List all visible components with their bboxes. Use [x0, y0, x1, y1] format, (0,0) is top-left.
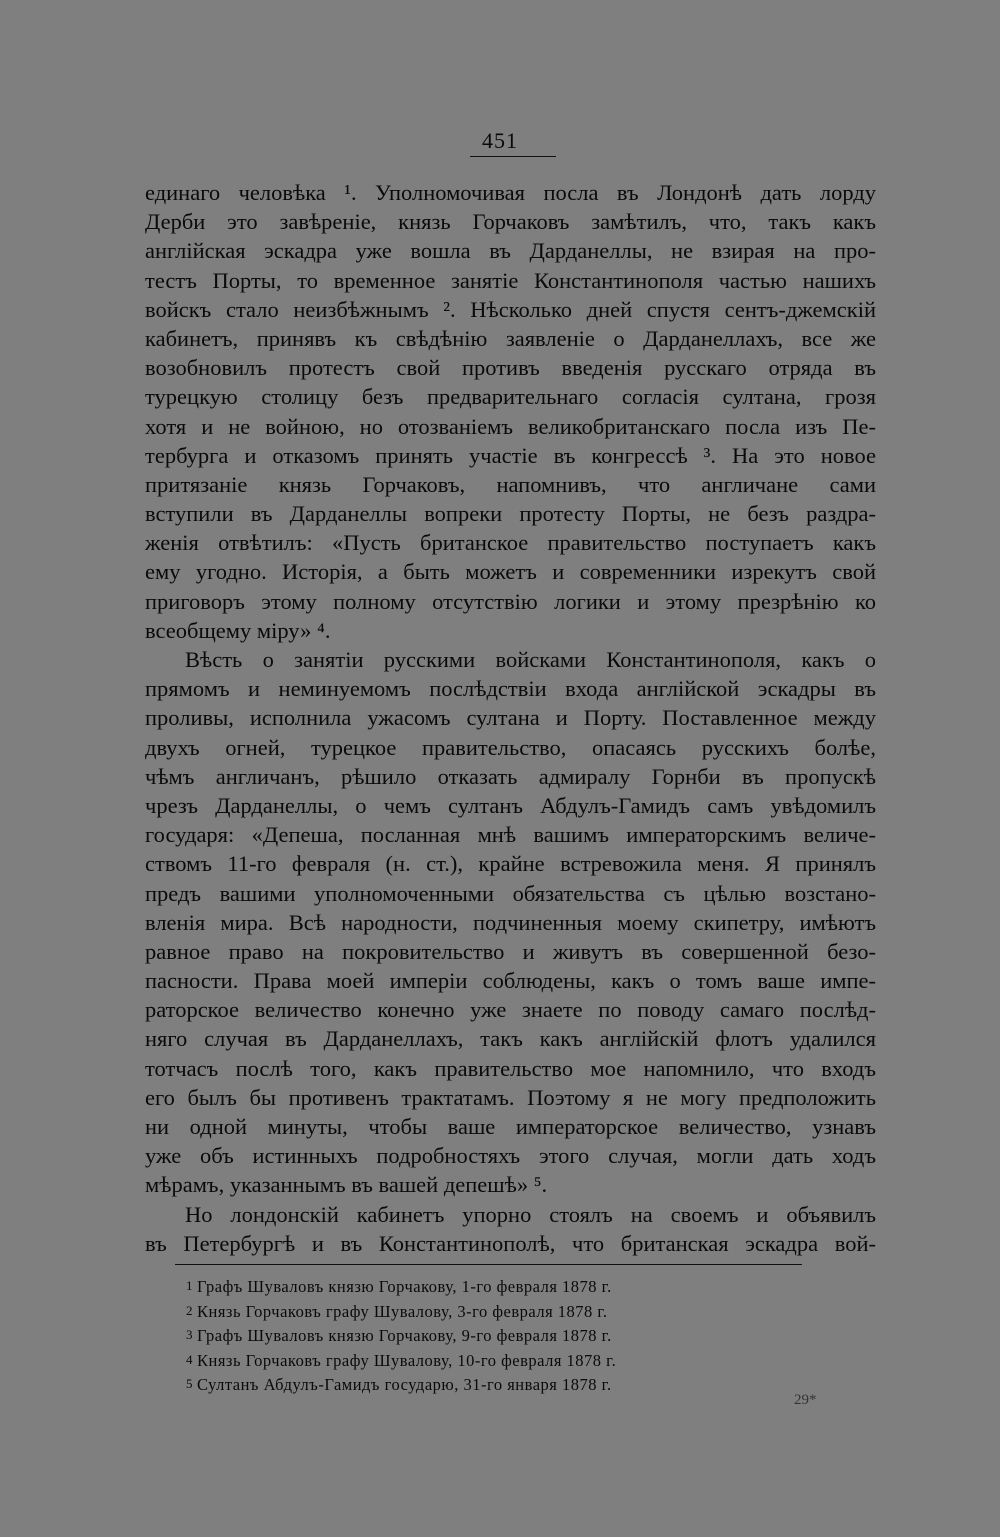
text-line: уже объ истинныхъ подробностяхъ этого случая, могли дать ходъ: [145, 1143, 876, 1169]
text-line: ни одной минуты, чтобы ваше императорское величество, узнавъ: [145, 1114, 876, 1139]
footnote-text: Князь Горчаковъ графу Шувалову, 10-го февраля 1878 г.: [197, 1350, 617, 1370]
footnote-mark: 5: [186, 1376, 193, 1391]
text-line: двухъ огней, турецкое правительство, опасаясь русскихъ болѣе,: [145, 734, 876, 760]
text-line: проливы, исполнила ужасомъ султана и Порту. Поставленное между: [145, 705, 876, 731]
text-line: Вѣсть о занятіи русскими войсками Константинополя, какъ о: [185, 647, 876, 672]
footnote: [186, 1299, 746, 1324]
text-line: ствомъ 11-го февраля (н. ст.), крайне встревожила меня. Я принялъ: [145, 851, 876, 877]
text-line: притязаніе князь Горчаковъ, напомнивъ, что англичане сами: [145, 471, 876, 497]
text-line: въ Петербургѣ и въ Константинополѣ, что британская эскадра вой-: [145, 1230, 876, 1256]
footnote: [186, 1372, 746, 1397]
text-line: мѣрамъ, указаннымъ въ вашей депешѣ» ⁵.: [145, 1172, 548, 1198]
text-line: единаго человѣка ¹. Уполномочивая посла въ Лондонѣ дать лорду: [145, 180, 876, 205]
text-line: тербурга и отказомъ принять участіе въ конгрессѣ ³. На это новое: [145, 442, 876, 468]
text-line: равное право на покровительство и живутъ въ совершенной безо-: [145, 938, 876, 964]
body-text: [145, 178, 876, 1258]
text-line: хотя и не войною, но отозваніемъ великобританскаго посла изъ Пе-: [145, 413, 876, 439]
printer-signature-mark: 29*: [794, 1392, 817, 1408]
footnote-text: Султанъ Абдулъ-Гамидъ государю, 31-го января 1878 г.: [197, 1375, 612, 1394]
page-number: 451: [482, 128, 518, 153]
footnote: [186, 1348, 746, 1373]
page-number-rule: [470, 156, 556, 157]
text-line: вступили въ Дарданеллы вопреки протесту Порты, не безъ раздра-: [145, 501, 876, 527]
footnote: [186, 1274, 746, 1299]
footnote-mark: 2: [186, 1302, 193, 1318]
footnote-rule: [175, 1264, 802, 1265]
text-line: пасности. Права моей имперіи соблюдены, какъ о томъ ваше импе-: [145, 968, 876, 994]
footnotes: [186, 1274, 746, 1397]
text-line: раторское величество конечно уже знаете по поводу самаго послѣд-: [145, 997, 876, 1023]
footnote-text: Графъ Шуваловъ князю Горчакову, 1-го февраля 1878 г.: [197, 1277, 612, 1296]
text-line: Дерби это завѣреніе, князь Горчаковъ замѣтилъ, что, такъ какъ: [145, 209, 876, 235]
text-line: предъ вашими уполномоченными обязательства съ цѣлью возстано-: [145, 880, 876, 906]
text-line: няго случая въ Дарданеллахъ, такъ какъ англійскій флотъ удалился: [145, 1026, 876, 1052]
text-line: чрезъ Дарданеллы, о чемъ султанъ Абдулъ-Гамидъ самъ увѣдомилъ: [145, 792, 876, 818]
text-line: вленія мира. Всѣ народности, подчиненныя моему скипетру, имѣютъ: [145, 909, 876, 935]
text-line: всеобщему міру» ⁴.: [145, 617, 331, 643]
text-line: англійская эскадра уже вошла въ Дарданеллы, не взирая на про-: [145, 238, 876, 264]
paragraph-2: [145, 645, 876, 1200]
footnote-mark: 4: [186, 1351, 193, 1367]
footnote-mark: 1: [186, 1278, 193, 1293]
text-line: Но лондонскій кабинетъ упорно стоялъ на своемъ и объявилъ: [185, 1201, 876, 1227]
footnote-text: Князь Горчаковъ графу Шувалову, 3-го февраля 1878 г.: [197, 1301, 608, 1321]
paragraph-3: [145, 1200, 876, 1258]
text-line: тестъ Порты, то временное занятіе Константинополя частью нашихъ: [145, 267, 876, 293]
text-line: ему угодно. Исторія, а быть можетъ и современники изрекутъ свой: [145, 559, 876, 585]
text-line: прямомъ и неминуемомъ послѣдствіи входа англійской эскадры въ: [145, 676, 876, 702]
footnote-mark: 3: [186, 1327, 193, 1342]
text-line: приговоръ этому полному отсутствію логики и этому презрѣнію ко: [145, 588, 876, 614]
footnote-text: Графъ Шуваловъ князю Горчакову, 9-го февраля 1878 г.: [197, 1326, 612, 1345]
text-line: государя: «Депеша, посланная мнѣ вашимъ императорскимъ величе-: [145, 822, 876, 848]
text-line: кабинетъ, принявъ къ свѣдѣнію заявленіе о Дарданеллахъ, все же: [145, 325, 876, 351]
text-line: его былъ бы противенъ трактатамъ. Поэтому я не могу предположить: [145, 1084, 876, 1110]
text-line: женія отвѣтилъ: «Пусть британское правительство поступаетъ какъ: [145, 530, 876, 556]
text-line: войскъ стало неизбѣжнымъ ². Нѣсколько дней спустя сентъ-джемскій: [145, 296, 876, 322]
text-line: возобновилъ протестъ свой противъ введенія русскаго отряда въ: [145, 355, 876, 381]
text-line: чѣмъ англичанъ, рѣшило отказать адмиралу Горнби въ пропускѣ: [145, 763, 876, 789]
text-line: турецкую столицу безъ предварительнаго согласія султана, грозя: [145, 384, 876, 410]
paragraph-1: [145, 178, 876, 645]
text-line: тотчасъ послѣ того, какъ правительство мое напомнило, что входъ: [145, 1055, 876, 1081]
footnote: [186, 1323, 746, 1348]
